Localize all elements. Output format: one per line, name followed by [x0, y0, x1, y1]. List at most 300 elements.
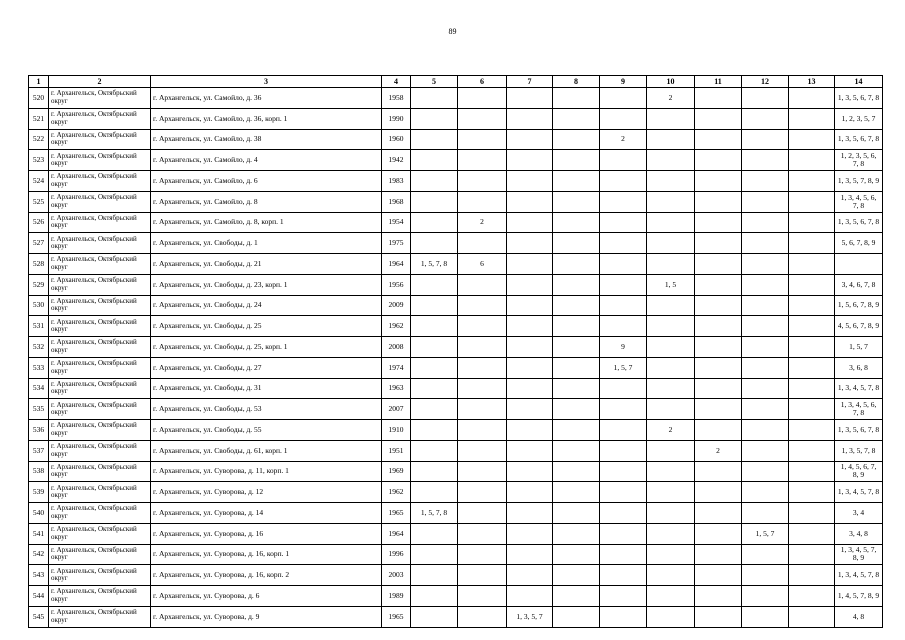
col-12-cell: [742, 440, 789, 461]
col-5-cell: [411, 316, 458, 337]
col-10-cell: [647, 212, 695, 233]
table-row: [29, 274, 883, 295]
col-10-cell: [647, 108, 695, 129]
col-9-cell: [600, 440, 647, 461]
col-11-cell: [695, 108, 742, 129]
row-number-cell: 529: [29, 274, 49, 295]
district-cell: г. Архангельск, Октябрьский округ: [49, 606, 151, 627]
col-13-cell: [789, 523, 835, 544]
col-7-cell: [507, 191, 553, 212]
col-8-cell: [553, 503, 600, 524]
district-cell: г. Архангельск, Октябрьский округ: [49, 108, 151, 129]
col-6-cell: [458, 440, 507, 461]
col-14-cell: 3, 6, 8: [835, 357, 883, 378]
col-7-cell: [507, 503, 553, 524]
col-7-cell: [507, 274, 553, 295]
table-row: [29, 212, 883, 233]
col-12-cell: [742, 212, 789, 233]
col-6-cell: [458, 337, 507, 358]
year-cell: 2003: [382, 565, 411, 586]
address-cell: г. Архангельск, ул. Свободы, д. 53: [151, 399, 382, 420]
col-14-cell: 1, 3, 4, 5, 7, 8: [835, 482, 883, 503]
col-7-cell: [507, 212, 553, 233]
col-13-cell: [789, 420, 835, 441]
col-5-cell: [411, 482, 458, 503]
col-9-cell: [600, 88, 647, 109]
col-8-cell: [553, 88, 600, 109]
col-14-cell: 1, 3, 4, 5, 7, 8, 9: [835, 544, 883, 565]
col-7-cell: 1, 3, 5, 7: [507, 606, 553, 627]
table-header-row: [29, 76, 883, 88]
district-cell: г. Архангельск, Октябрьский округ: [49, 212, 151, 233]
table-row: [29, 420, 883, 441]
col-13-cell: [789, 378, 835, 399]
col-7-cell: [507, 88, 553, 109]
col-11-cell: [695, 316, 742, 337]
district-cell: г. Архангельск, Октябрьский округ: [49, 482, 151, 503]
col-9-cell: [600, 171, 647, 192]
col-11-cell: [695, 378, 742, 399]
col-9-cell: [600, 606, 647, 627]
table-row: [29, 399, 883, 420]
row-number-cell: 530: [29, 295, 49, 316]
col-13-cell: [789, 108, 835, 129]
col-11-cell: [695, 565, 742, 586]
year-cell: 1965: [382, 606, 411, 627]
col-13-cell: [789, 129, 835, 150]
col-5-cell: [411, 420, 458, 441]
address-cell: г. Архангельск, ул. Самойло, д. 8, корп. 1: [151, 212, 382, 233]
col-8-cell: [553, 295, 600, 316]
address-cell: г. Архангельск, ул. Свободы, д. 61, корп. 1: [151, 440, 382, 461]
row-number-cell: 532: [29, 337, 49, 358]
col-12-cell: [742, 544, 789, 565]
row-number-cell: 540: [29, 503, 49, 524]
table-row: [29, 565, 883, 586]
col-14-cell: 1, 3, 4, 5, 7, 8: [835, 378, 883, 399]
col-7-cell: [507, 544, 553, 565]
col-13-cell: [789, 565, 835, 586]
col-12-cell: [742, 378, 789, 399]
col-11-cell: [695, 461, 742, 482]
column-header-8: 8: [553, 76, 600, 88]
col-7-cell: [507, 295, 553, 316]
col-14-cell: 1, 3, 5, 6, 7, 8: [835, 88, 883, 109]
year-cell: 1964: [382, 523, 411, 544]
col-9-cell: [600, 108, 647, 129]
table-body: [29, 88, 883, 628]
col-6-cell: [458, 129, 507, 150]
col-5-cell: [411, 88, 458, 109]
col-6-cell: [458, 586, 507, 607]
col-6-cell: [458, 191, 507, 212]
row-number-cell: 531: [29, 316, 49, 337]
col-11-cell: [695, 544, 742, 565]
district-cell: г. Архангельск, Октябрьский округ: [49, 233, 151, 254]
col-5-cell: [411, 378, 458, 399]
col-5-cell: [411, 357, 458, 378]
district-cell: г. Архангельск, Октябрьский округ: [49, 295, 151, 316]
year-cell: 1983: [382, 171, 411, 192]
col-8-cell: [553, 233, 600, 254]
row-number-cell: 525: [29, 191, 49, 212]
col-9-cell: [600, 233, 647, 254]
col-11-cell: [695, 254, 742, 275]
row-number-cell: 538: [29, 461, 49, 482]
col-7-cell: [507, 108, 553, 129]
col-7-cell: [507, 586, 553, 607]
col-14-cell: 1, 3, 5, 7, 8: [835, 440, 883, 461]
col-13-cell: [789, 482, 835, 503]
col-10-cell: [647, 378, 695, 399]
col-13-cell: [789, 440, 835, 461]
col-6-cell: [458, 378, 507, 399]
col-12-cell: [742, 503, 789, 524]
col-14-cell: 1, 2, 3, 5, 7: [835, 108, 883, 129]
col-13-cell: [789, 606, 835, 627]
row-number-cell: 524: [29, 171, 49, 192]
col-14-cell: 1, 3, 4, 5, 6, 7, 8: [835, 191, 883, 212]
row-number-cell: 533: [29, 357, 49, 378]
col-13-cell: [789, 399, 835, 420]
table-row: [29, 150, 883, 171]
col-13-cell: [789, 295, 835, 316]
col-5-cell: [411, 212, 458, 233]
col-10-cell: [647, 544, 695, 565]
column-header-7: 7: [507, 76, 553, 88]
year-cell: 1942: [382, 150, 411, 171]
col-6-cell: 6: [458, 254, 507, 275]
col-7-cell: [507, 316, 553, 337]
col-6-cell: [458, 295, 507, 316]
col-10-cell: [647, 171, 695, 192]
column-header-9: 9: [600, 76, 647, 88]
table-row: [29, 523, 883, 544]
col-8-cell: [553, 171, 600, 192]
col-8-cell: [553, 420, 600, 441]
year-cell: 1962: [382, 316, 411, 337]
address-cell: г. Архангельск, ул. Самойло, д. 4: [151, 150, 382, 171]
col-9-cell: [600, 274, 647, 295]
col-12-cell: [742, 399, 789, 420]
col-7-cell: [507, 150, 553, 171]
col-7-cell: [507, 461, 553, 482]
row-number-cell: 536: [29, 420, 49, 441]
col-14-cell: 1, 2, 3, 5, 6, 7, 8: [835, 150, 883, 171]
col-13-cell: [789, 274, 835, 295]
col-14-cell: 1, 4, 5, 6, 7, 8, 9: [835, 461, 883, 482]
year-cell: 2008: [382, 337, 411, 358]
col-10-cell: [647, 606, 695, 627]
col-8-cell: [553, 482, 600, 503]
col-12-cell: [742, 108, 789, 129]
column-header-11: 11: [695, 76, 742, 88]
address-cell: г. Архангельск, ул. Самойло, д. 36: [151, 88, 382, 109]
col-14-cell: 1, 3, 4, 5, 7, 8: [835, 565, 883, 586]
table-row: [29, 108, 883, 129]
col-13-cell: [789, 337, 835, 358]
col-8-cell: [553, 440, 600, 461]
col-14-cell: 1, 3, 5, 6, 7, 8: [835, 129, 883, 150]
col-13-cell: [789, 212, 835, 233]
row-number-cell: 526: [29, 212, 49, 233]
row-number-cell: 521: [29, 108, 49, 129]
col-14-cell: 4, 8: [835, 606, 883, 627]
col-14-cell: 1, 3, 5, 7, 8, 9: [835, 171, 883, 192]
table-row: [29, 88, 883, 109]
col-7-cell: [507, 378, 553, 399]
district-cell: г. Архангельск, Октябрьский округ: [49, 503, 151, 524]
year-cell: 1960: [382, 129, 411, 150]
col-14-cell: 1, 3, 4, 5, 6, 7, 8: [835, 399, 883, 420]
col-10-cell: [647, 337, 695, 358]
year-cell: 1968: [382, 191, 411, 212]
column-header-4: 4: [382, 76, 411, 88]
row-number-cell: 528: [29, 254, 49, 275]
col-8-cell: [553, 544, 600, 565]
col-9-cell: [600, 399, 647, 420]
col-7-cell: [507, 129, 553, 150]
col-9-cell: 2: [600, 129, 647, 150]
col-5-cell: [411, 586, 458, 607]
col-6-cell: [458, 544, 507, 565]
row-number-cell: 543: [29, 565, 49, 586]
table-row: [29, 129, 883, 150]
col-6-cell: [458, 482, 507, 503]
col-11-cell: [695, 482, 742, 503]
col-9-cell: [600, 254, 647, 275]
col-9-cell: [600, 316, 647, 337]
col-8-cell: [553, 212, 600, 233]
col-11-cell: [695, 274, 742, 295]
table-row: [29, 357, 883, 378]
table-row: [29, 191, 883, 212]
col-14-cell: 5, 6, 7, 8, 9: [835, 233, 883, 254]
address-cell: г. Архангельск, ул. Свободы, д. 25: [151, 316, 382, 337]
col-13-cell: [789, 461, 835, 482]
col-6-cell: [458, 233, 507, 254]
col-9-cell: [600, 191, 647, 212]
col-9-cell: [600, 544, 647, 565]
col-11-cell: [695, 586, 742, 607]
col-14-cell: [835, 254, 883, 275]
address-cell: г. Архангельск, ул. Свободы, д. 24: [151, 295, 382, 316]
col-14-cell: 3, 4, 6, 7, 8: [835, 274, 883, 295]
col-12-cell: [742, 191, 789, 212]
col-14-cell: 4, 5, 6, 7, 8, 9: [835, 316, 883, 337]
col-8-cell: [553, 606, 600, 627]
col-5-cell: [411, 191, 458, 212]
col-8-cell: [553, 316, 600, 337]
col-12-cell: [742, 420, 789, 441]
column-header-12: 12: [742, 76, 789, 88]
col-5-cell: [411, 565, 458, 586]
col-10-cell: [647, 461, 695, 482]
col-10-cell: [647, 233, 695, 254]
col-11-cell: [695, 337, 742, 358]
address-cell: г. Архангельск, ул. Самойло, д. 8: [151, 191, 382, 212]
year-cell: 1951: [382, 440, 411, 461]
row-number-cell: 535: [29, 399, 49, 420]
col-10-cell: [647, 565, 695, 586]
col-9-cell: [600, 565, 647, 586]
col-6-cell: [458, 399, 507, 420]
col-9-cell: [600, 150, 647, 171]
col-6-cell: [458, 357, 507, 378]
district-cell: г. Архангельск, Октябрьский округ: [49, 337, 151, 358]
district-cell: г. Архангельск, Октябрьский округ: [49, 191, 151, 212]
column-header-6: 6: [458, 76, 507, 88]
col-13-cell: [789, 316, 835, 337]
table-row: [29, 378, 883, 399]
column-header-13: 13: [789, 76, 835, 88]
year-cell: 2009: [382, 295, 411, 316]
buildings-table: [28, 75, 883, 628]
year-cell: 1956: [382, 274, 411, 295]
col-12-cell: [742, 129, 789, 150]
col-9-cell: [600, 420, 647, 441]
year-cell: 1962: [382, 482, 411, 503]
col-12-cell: [742, 482, 789, 503]
address-cell: г. Архангельск, ул. Суворова, д. 12: [151, 482, 382, 503]
col-13-cell: [789, 357, 835, 378]
district-cell: г. Архангельск, Октябрьский округ: [49, 399, 151, 420]
col-11-cell: [695, 88, 742, 109]
address-cell: г. Архангельск, ул. Суворова, д. 16: [151, 523, 382, 544]
col-10-cell: [647, 440, 695, 461]
address-cell: г. Архангельск, ул. Суворова, д. 16, корп. 1: [151, 544, 382, 565]
col-13-cell: [789, 503, 835, 524]
col-13-cell: [789, 586, 835, 607]
table-row: [29, 461, 883, 482]
address-cell: г. Архангельск, ул. Суворова, д. 14: [151, 503, 382, 524]
col-12-cell: [742, 606, 789, 627]
district-cell: г. Архангельск, Октябрьский округ: [49, 316, 151, 337]
col-11-cell: [695, 150, 742, 171]
col-5-cell: [411, 461, 458, 482]
col-11-cell: [695, 191, 742, 212]
col-10-cell: [647, 295, 695, 316]
col-5-cell: [411, 295, 458, 316]
col-8-cell: [553, 399, 600, 420]
col-10-cell: [647, 316, 695, 337]
district-cell: г. Архангельск, Октябрьский округ: [49, 461, 151, 482]
col-11-cell: [695, 212, 742, 233]
col-9-cell: [600, 586, 647, 607]
column-header-10: 10: [647, 76, 695, 88]
col-14-cell: 3, 4: [835, 503, 883, 524]
table-row: [29, 233, 883, 254]
col-7-cell: [507, 420, 553, 441]
col-11-cell: [695, 295, 742, 316]
table-row: [29, 316, 883, 337]
district-cell: г. Архангельск, Октябрьский округ: [49, 586, 151, 607]
col-13-cell: [789, 88, 835, 109]
col-7-cell: [507, 357, 553, 378]
district-cell: г. Архангельск, Октябрьский округ: [49, 129, 151, 150]
row-number-cell: 544: [29, 586, 49, 607]
row-number-cell: 527: [29, 233, 49, 254]
col-6-cell: [458, 171, 507, 192]
col-13-cell: [789, 191, 835, 212]
col-11-cell: [695, 233, 742, 254]
col-7-cell: [507, 399, 553, 420]
table-row: [29, 295, 883, 316]
col-10-cell: [647, 150, 695, 171]
col-14-cell: 1, 5, 6, 7, 8, 9: [835, 295, 883, 316]
district-cell: г. Архангельск, Октябрьский округ: [49, 378, 151, 399]
col-6-cell: [458, 523, 507, 544]
col-10-cell: 2: [647, 420, 695, 441]
col-14-cell: 1, 5, 7: [835, 337, 883, 358]
table-row: [29, 503, 883, 524]
year-cell: 1954: [382, 212, 411, 233]
col-12-cell: [742, 274, 789, 295]
address-cell: г. Архангельск, ул. Свободы, д. 23, корп. 1: [151, 274, 382, 295]
district-cell: г. Архангельск, Октябрьский округ: [49, 274, 151, 295]
col-8-cell: [553, 191, 600, 212]
col-12-cell: [742, 254, 789, 275]
col-12-cell: [742, 150, 789, 171]
address-cell: г. Архангельск, ул. Суворова, д. 11, корп. 1: [151, 461, 382, 482]
column-header-14: 14: [835, 76, 883, 88]
col-12-cell: [742, 337, 789, 358]
col-10-cell: [647, 399, 695, 420]
col-8-cell: [553, 586, 600, 607]
col-10-cell: 2: [647, 88, 695, 109]
col-5-cell: [411, 544, 458, 565]
col-5-cell: [411, 108, 458, 129]
col-5-cell: [411, 150, 458, 171]
district-cell: г. Архангельск, Октябрьский округ: [49, 440, 151, 461]
address-cell: г. Архангельск, ул. Свободы, д. 1: [151, 233, 382, 254]
col-10-cell: [647, 523, 695, 544]
col-11-cell: [695, 503, 742, 524]
address-cell: г. Архангельск, ул. Свободы, д. 27: [151, 357, 382, 378]
district-cell: г. Архангельск, Октябрьский округ: [49, 150, 151, 171]
col-7-cell: [507, 233, 553, 254]
col-6-cell: [458, 503, 507, 524]
address-cell: г. Архангельск, ул. Самойло, д. 6: [151, 171, 382, 192]
district-cell: г. Архангельск, Октябрьский округ: [49, 523, 151, 544]
col-8-cell: [553, 523, 600, 544]
col-6-cell: [458, 420, 507, 441]
col-12-cell: [742, 233, 789, 254]
col-8-cell: [553, 274, 600, 295]
col-12-cell: [742, 461, 789, 482]
col-6-cell: [458, 565, 507, 586]
col-6-cell: [458, 316, 507, 337]
col-7-cell: [507, 440, 553, 461]
col-9-cell: 1, 5, 7: [600, 357, 647, 378]
col-12-cell: [742, 586, 789, 607]
col-11-cell: 2: [695, 440, 742, 461]
col-8-cell: [553, 357, 600, 378]
row-number-cell: 542: [29, 544, 49, 565]
col-11-cell: [695, 171, 742, 192]
col-12-cell: 1, 5, 7: [742, 523, 789, 544]
col-6-cell: [458, 150, 507, 171]
table-row: [29, 586, 883, 607]
district-cell: г. Архангельск, Октябрьский округ: [49, 254, 151, 275]
col-5-cell: [411, 129, 458, 150]
year-cell: 1965: [382, 503, 411, 524]
year-cell: 1989: [382, 586, 411, 607]
col-14-cell: 3, 4, 8: [835, 523, 883, 544]
col-6-cell: [458, 88, 507, 109]
col-11-cell: [695, 357, 742, 378]
col-8-cell: [553, 378, 600, 399]
